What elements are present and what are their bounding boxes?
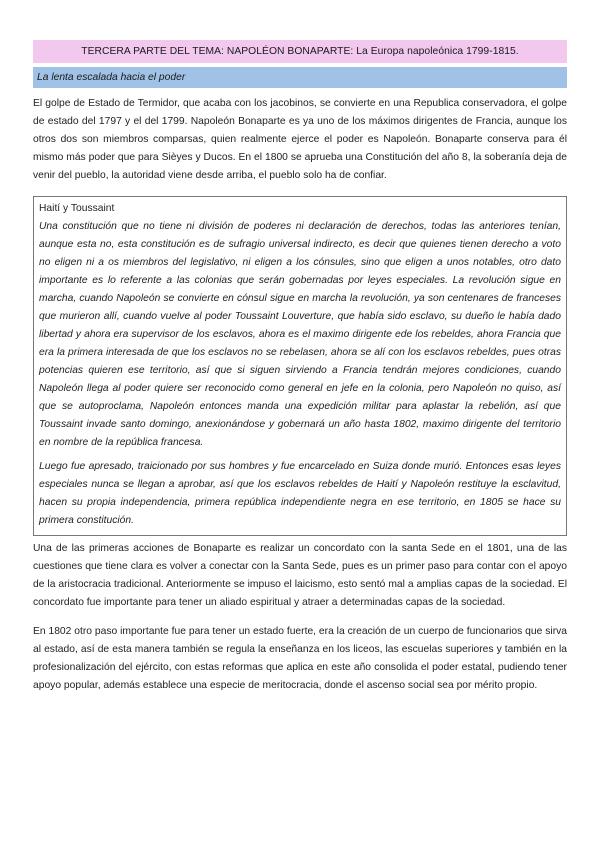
- box-paragraph-constitution: Una constitución que no tiene ni división de poderes ni declaración de derechos, todas las anteriores tenían, aunque esta no, esta constitución es de sufragio universal indirecto, es decir que quienes tienen derecho a voto no eligen ni a os miembros del legislativo, ni eligen a los cónsules, sino que eligen a unos notables, otro dato importante es lo referente a las colonias que serán gobernadas por leyes especiales. La revolución sigue en marcha, cuando Napoleón se convierte en cónsul sigue en marcha la revolución, ya son centenares de franceses que murieron allí, cuando vuelve al poder Toussaint Louverture, que había sido esclavo, su dueño le había dado libertad y ahora era supervisor de los esclavos, ahora es el maximo dirigente ede los rebeldes, ahora Francia que era la primera interesada de que los esclavos no se rebelasen, ahora se alí con los esclavos rebeldes, pues otras potencias quieren ese territorio, así que si siguen sirviendo a Francia tendrán mejores condiciones, cuando Napoleón llega al poder quiere ser reconocido como general en jefe en la colonia, pero Napoleón no quiso, así que se autoproclama, Napoleón entonces manda una expedición militar para aplastar la rebelión, así que Toussaint invade santo domingo, anexionándose y gobernará un año hasta 1802, maximo dirigente del territorio en nombre de la república francesa.: [39, 221, 561, 448]
- document-title: TERCERA PARTE DEL TEMA: NAPOLÉON BONAPARTE: La Europa napoleónica 1799-1815.: [33, 40, 567, 63]
- box-title: Haití y Toussaint: [39, 203, 115, 214]
- paragraph-1802-reforms: En 1802 otro paso importante fue para tener un estado fuerte, era la creación de un cuerpo de funcionarios que sirva al estado, así de esta manera también se regula la enseñanza en los liceos, las escuelas superiores y también en la profesionalización del ejército, con estas reformas que aplica en este año consolida el poder estatal, pudiendo tener apoyo popular, además establece una especie de meritocracia, donde el ascenso social sea por mérito propio.: [33, 626, 567, 691]
- paragraph-concordato: Una de las primeras acciones de Bonaparte es realizar un concordato con la santa Sede en el 1801, una de las cuestiones que tiene clara es volver a conectar con la Santa Sede, pues es un primer paso para contar con el apoyo de la aristocracia tradicional. Anteriormente se impuso el laicismo, esto sentó mal a amplias capas de la sociedad. El concordato fue importante para tener un aliado espiritual y atraer a determinadas capas de la sociedad.: [33, 543, 567, 608]
- paragraph-termidor: El golpe de Estado de Termidor, que acaba con los jacobinos, se convierte en una Republica conservadora, el golpe de estado del 1797 y el del 1799. Napoleón Bonaparte es ya uno de los máximos dirigentes de Francia, aunque los otros dos son miembros comparsas, quien realmente ejerce el poder es Napoleón. Bonaparte conserva para él mismo más poder que para Sièyes y Ducos. En el 1800 se aprueba una Constitución del año 8, la soberanía deja de venir del pueblo, la autoridad viene desde arriba, el pueblo solo ha de confiar.: [33, 98, 567, 181]
- haiti-toussaint-box: [33, 196, 567, 536]
- document-page: [33, 40, 567, 695]
- box-paragraph-independence: Luego fue apresado, traicionado por sus hombres y fue encarcelado en Suiza donde murió. Entonces esas leyes especiales nunca se llegan a aprobar, así que los esclavos rebeldes de Haití y Napoleón restituye la esclavitud, hacen su propia independencia, primera república independiente negra en ese territorio, en 1805 se hace su primera constitución.: [39, 461, 561, 526]
- section-heading: La lenta escalada hacia el poder: [33, 67, 567, 88]
